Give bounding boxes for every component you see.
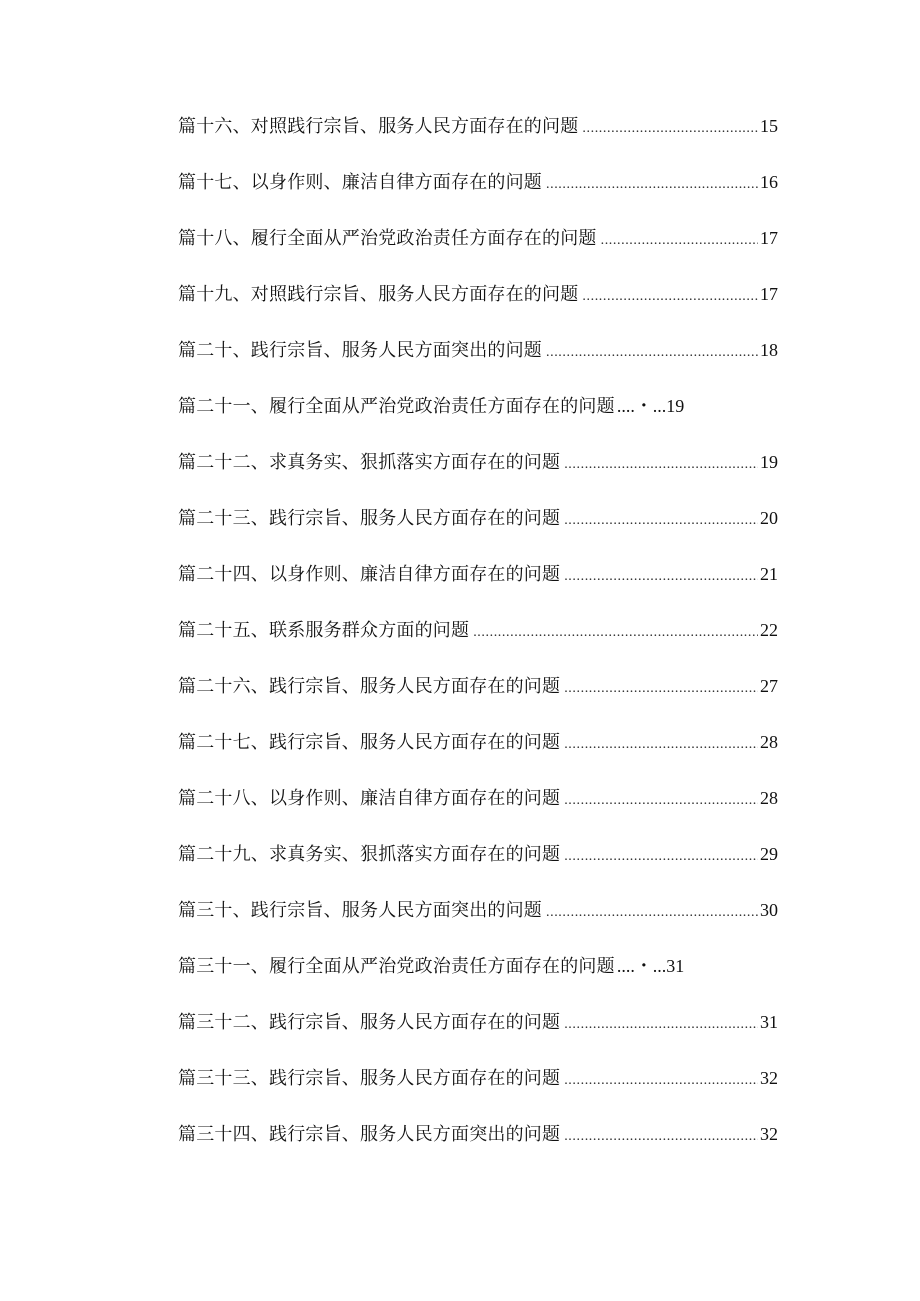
toc-dot-leader [564, 729, 758, 761]
toc-entry[interactable] [178, 894, 778, 950]
toc-entry[interactable] [178, 1006, 778, 1062]
toc-page-number: ....・...19 [616, 396, 685, 416]
toc-entry-title: 篇十九、对照践行宗旨、服务人民方面存在的问题 [178, 284, 579, 305]
toc-entry-title: 篇二十七、践行宗旨、服务人民方面存在的问题 [178, 732, 561, 753]
toc-page-number: 19 [760, 452, 778, 472]
toc-entry-title: 篇十八、履行全面从严治党政治责任方面存在的问题 [178, 228, 597, 249]
toc-entry[interactable] [178, 782, 778, 838]
toc-entry-title: 篇二十八、以身作则、廉洁自律方面存在的问题 [178, 788, 561, 809]
toc-entry[interactable] [178, 1062, 778, 1118]
toc-entry-title: 篇二十、践行宗旨、服务人民方面突出的问题 [178, 340, 542, 361]
toc-page-number: ....・...31 [616, 956, 685, 976]
toc-entry-title: 篇二十四、以身作则、廉洁自律方面存在的问题 [178, 564, 561, 585]
toc-entry[interactable] [178, 1118, 778, 1174]
toc-entry-title: 篇二十五、联系服务群众方面的问题 [178, 620, 470, 641]
toc-page-number: 29 [760, 844, 778, 864]
toc-entry[interactable] [178, 278, 778, 334]
toc-page-number: 27 [760, 676, 778, 696]
toc-dot-leader [473, 617, 758, 649]
toc-dot-leader [546, 897, 758, 929]
toc-dot-leader [564, 1121, 758, 1153]
toc-dot-leader [564, 1009, 758, 1041]
toc-page-number: 16 [760, 172, 778, 192]
toc-entry-title: 篇二十六、践行宗旨、服务人民方面存在的问题 [178, 676, 561, 697]
toc-entry-title: 篇十七、以身作则、廉洁自律方面存在的问题 [178, 172, 542, 193]
table-of-contents [178, 110, 778, 1174]
toc-entry[interactable] [178, 446, 778, 502]
toc-entry-title: 篇二十九、求真务实、狠抓落实方面存在的问题 [178, 844, 561, 865]
toc-entry-title: 篇三十一、履行全面从严治党政治责任方面存在的问题 [178, 956, 615, 977]
toc-entry-title: 篇二十三、践行宗旨、服务人民方面存在的问题 [178, 508, 561, 529]
toc-entry-title: 篇三十四、践行宗旨、服务人民方面突出的问题 [178, 1124, 561, 1145]
toc-page-number: 17 [760, 228, 778, 248]
toc-dot-leader [564, 561, 758, 593]
toc-entry-title: 篇二十一、履行全面从严治党政治责任方面存在的问题 [178, 396, 615, 417]
toc-entry-title: 篇三十、践行宗旨、服务人民方面突出的问题 [178, 900, 542, 921]
toc-page-number: 15 [760, 116, 778, 136]
toc-page-number: 18 [760, 340, 778, 360]
toc-entry-title: 篇三十三、践行宗旨、服务人民方面存在的问题 [178, 1068, 561, 1089]
toc-entry-title: 篇二十二、求真务实、狠抓落实方面存在的问题 [178, 452, 561, 473]
toc-dot-leader [564, 841, 758, 873]
toc-entry[interactable] [178, 110, 778, 166]
toc-dot-leader [564, 449, 758, 481]
toc-entry[interactable] [178, 726, 778, 782]
toc-entry[interactable] [178, 614, 778, 670]
toc-page-number: 30 [760, 900, 778, 920]
toc-dot-leader [546, 169, 758, 201]
toc-entry[interactable] [178, 334, 778, 390]
toc-entry[interactable] [178, 390, 778, 446]
toc-entry[interactable] [178, 558, 778, 614]
toc-dot-leader [564, 785, 758, 817]
toc-page-number: 31 [760, 1012, 778, 1032]
toc-page-number: 28 [760, 732, 778, 752]
toc-page-number: 32 [760, 1068, 778, 1088]
toc-entry[interactable] [178, 838, 778, 894]
toc-dot-leader [601, 225, 758, 257]
toc-page-number: 22 [760, 620, 778, 640]
toc-page-number: 17 [760, 284, 778, 304]
toc-dot-leader [564, 505, 758, 537]
toc-entry[interactable] [178, 950, 778, 1006]
toc-entry-title: 篇十六、对照践行宗旨、服务人民方面存在的问题 [178, 116, 579, 137]
toc-entry[interactable] [178, 166, 778, 222]
toc-page-number: 28 [760, 788, 778, 808]
toc-page-number: 32 [760, 1124, 778, 1144]
toc-dot-leader [546, 337, 758, 369]
toc-page-number: 20 [760, 508, 778, 528]
toc-dot-leader [582, 281, 758, 313]
toc-page-number: 21 [760, 564, 778, 584]
toc-dot-leader [564, 1065, 758, 1097]
toc-dot-leader [582, 113, 758, 145]
toc-dot-leader [564, 673, 758, 705]
toc-entry-title: 篇三十二、践行宗旨、服务人民方面存在的问题 [178, 1012, 561, 1033]
toc-entry[interactable] [178, 670, 778, 726]
toc-entry[interactable] [178, 222, 778, 278]
toc-entry[interactable] [178, 502, 778, 558]
